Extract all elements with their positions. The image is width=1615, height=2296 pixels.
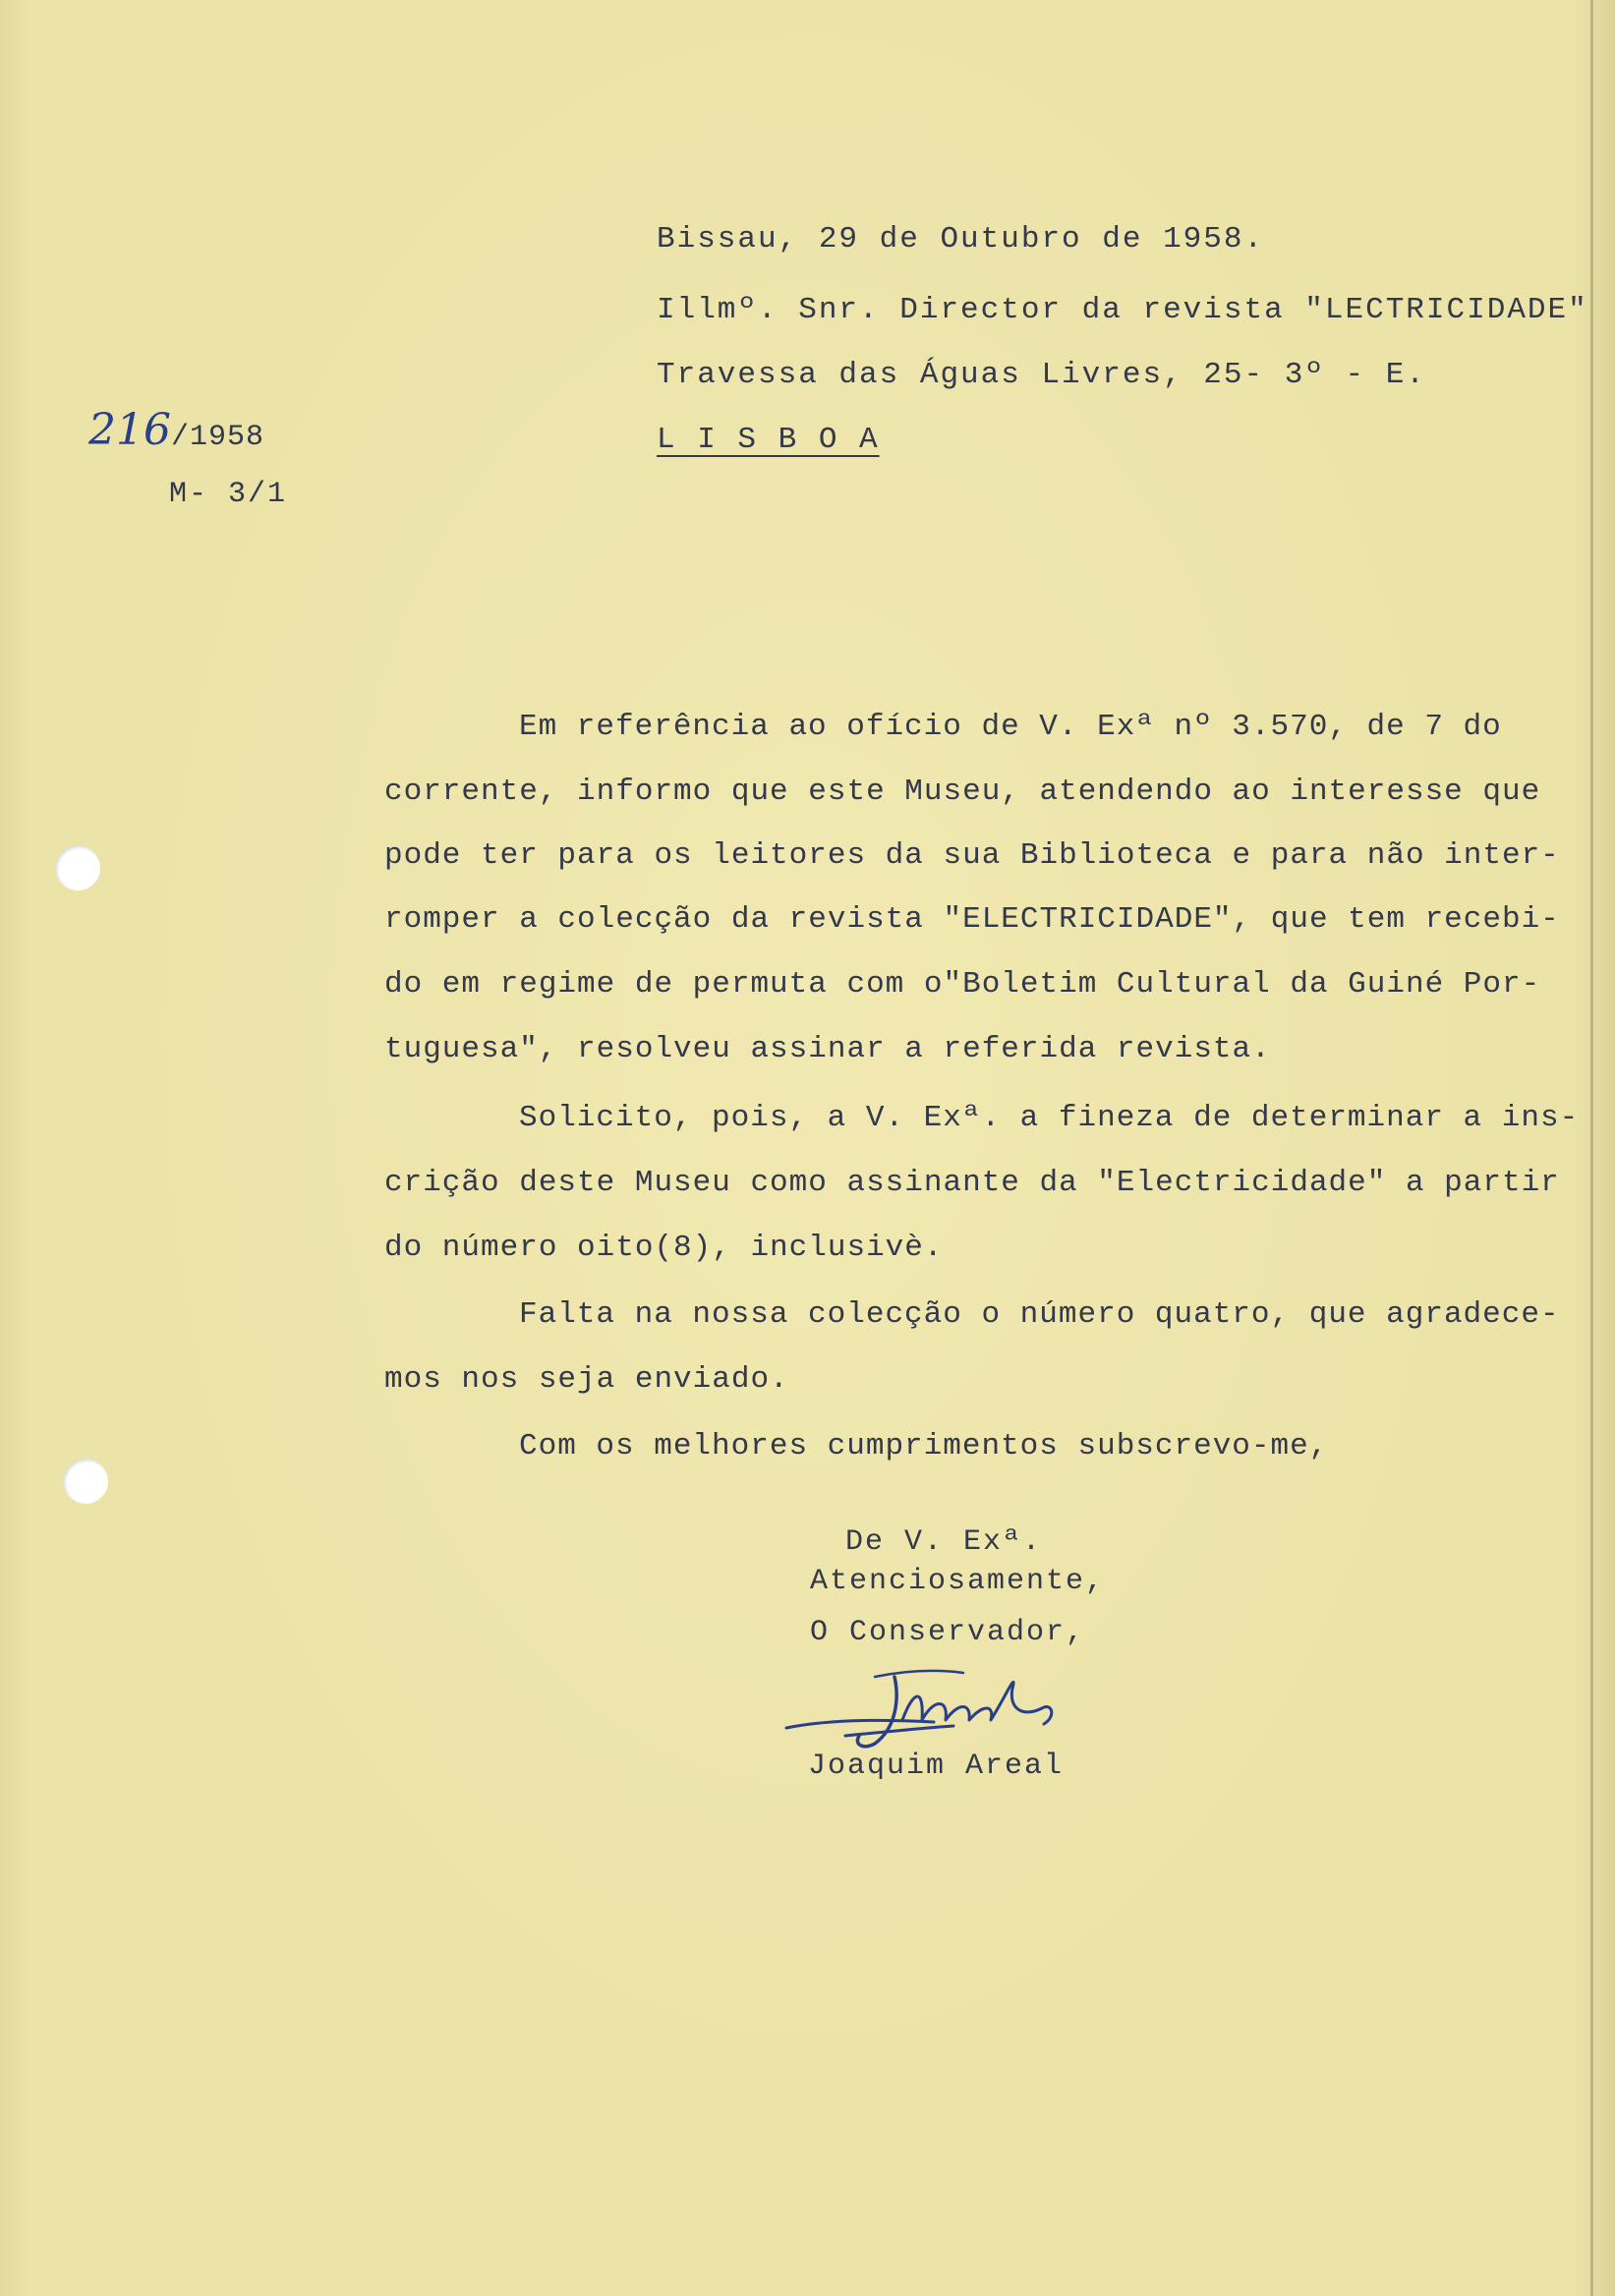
body-line-10: Falta na nossa colecção o número quatro, que agradece-: [519, 1297, 1560, 1332]
addressee-line: Illmº. Snr. Director da revista "LECTRICIDADE": [657, 293, 1588, 327]
body-line-3: pode ter para os leitores da sua Biblioteca e para não inter-: [384, 838, 1560, 873]
handwritten-reference-number: 216: [88, 405, 171, 455]
body-line-8: crição deste Museu como assinante da "Electricidade" a partir: [384, 1166, 1560, 1200]
address-line: Travessa das Águas Livres, 25- 3º - E.: [657, 358, 1426, 392]
page-fold-edge: [1590, 0, 1593, 2296]
date-line: Bissau, 29 de Outubro de 1958.: [657, 222, 1265, 257]
punch-hole-bottom: [63, 1459, 108, 1504]
body-line-5: do em regime de permuta com o"Boletim Cultural da Guiné Por-: [384, 967, 1541, 1002]
city-line: L I S B O A: [657, 423, 880, 457]
body-line-11: mos nos seja enviado.: [384, 1362, 789, 1397]
closing-salutation: De V. Exª.: [845, 1525, 1043, 1559]
closing-regards: Atenciosamente,: [810, 1565, 1106, 1598]
file-code: M- 3/1: [169, 478, 288, 511]
body-line-6: tuguesa", resolveu assinar a referida revista.: [384, 1032, 1271, 1066]
closing-title: O Conservador,: [810, 1616, 1086, 1649]
body-line-4: romper a colecção da revista "ELECTRICIDADE", que tem recebi-: [384, 902, 1560, 937]
body-line-7: Solicito, pois, a V. Exª. a fineza de determinar a ins-: [519, 1101, 1580, 1135]
body-line-12: Com os melhores cumprimentos subscrevo-me,: [519, 1429, 1329, 1464]
body-line-1: Em referência ao ofício de V. Exª nº 3.570, de 7 do: [519, 710, 1502, 744]
signatory-name: Joaquim Areal: [808, 1750, 1065, 1783]
reference-year: /1958: [170, 421, 264, 454]
body-line-9: do número oito(8), inclusivè.: [384, 1231, 944, 1265]
body-line-2: corrente, informo que este Museu, atendendo ao interesse que: [384, 775, 1541, 809]
reference-number: [88, 405, 264, 455]
punch-hole-top: [55, 845, 100, 890]
